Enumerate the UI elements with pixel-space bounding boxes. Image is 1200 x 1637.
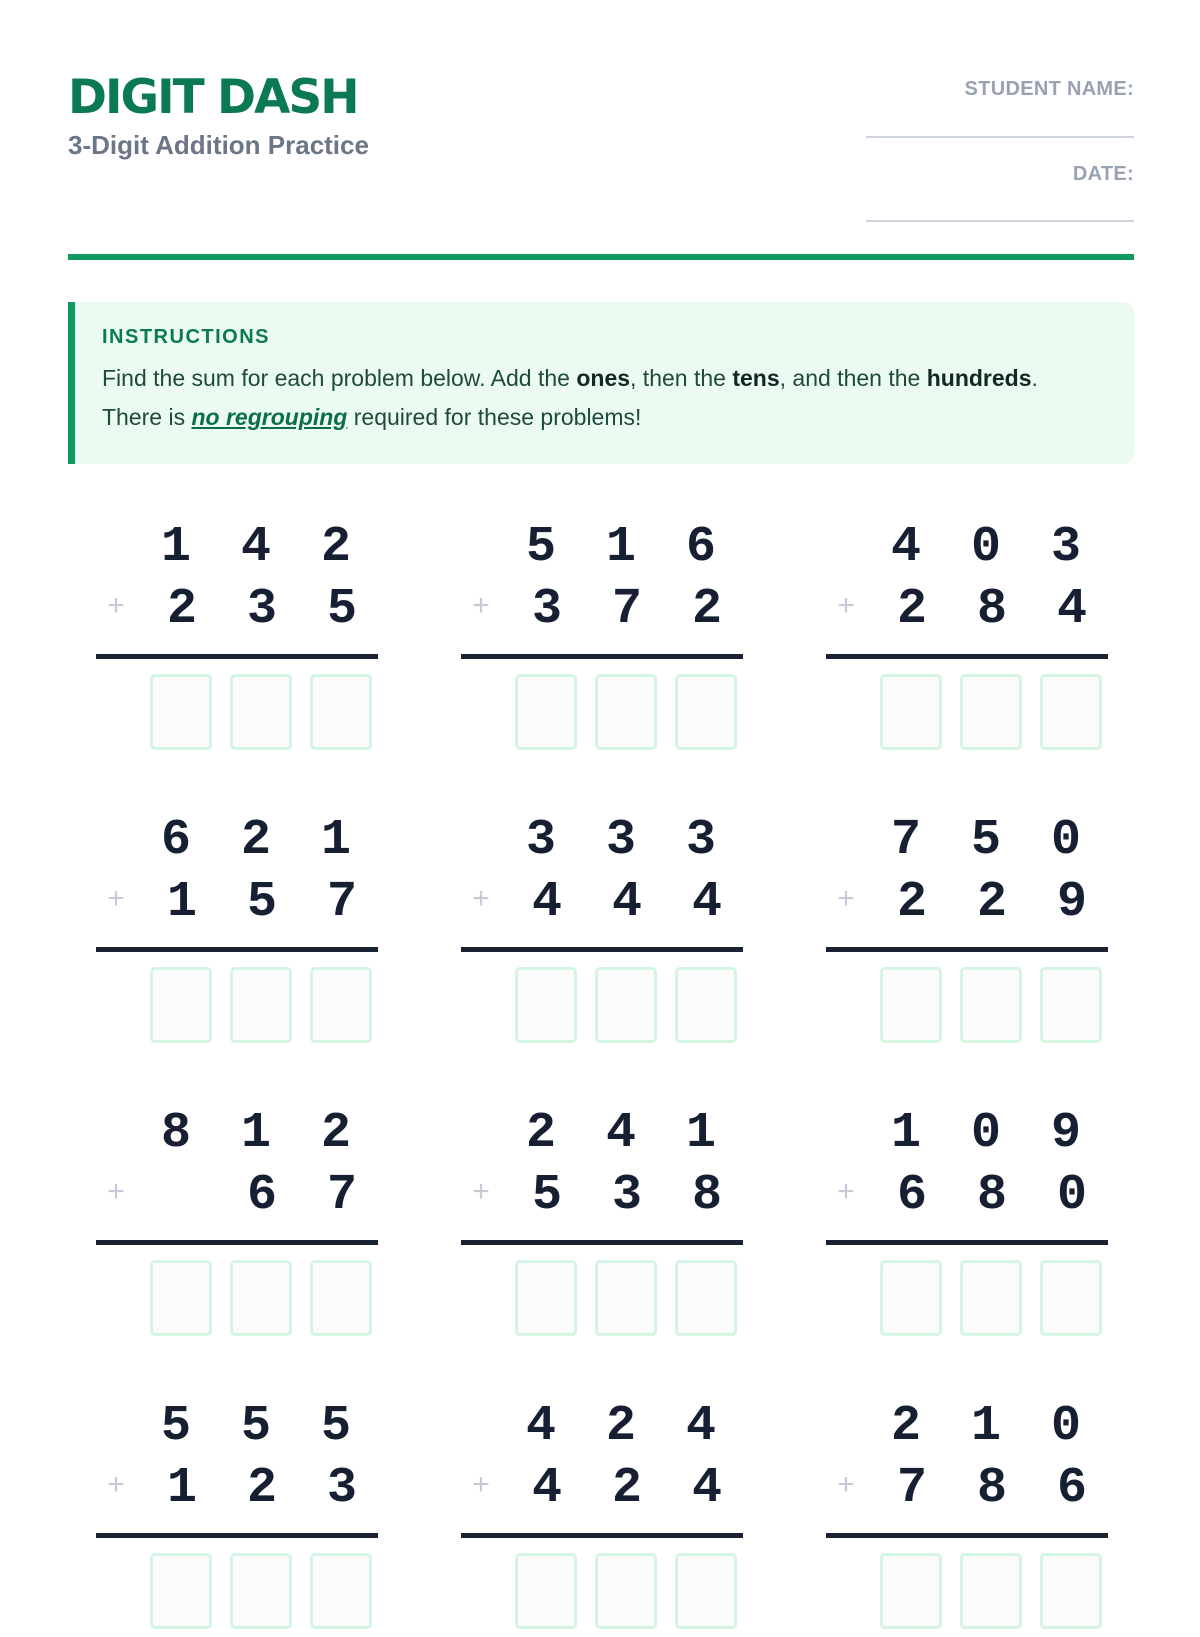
addend-bottom-digit: 2 (691, 581, 722, 638)
addend-top-digit: 0 (1050, 1398, 1081, 1455)
addend-bottom-digit: 6 (1056, 1460, 1087, 1517)
plus-sign: + (472, 1468, 490, 1501)
sum-line (826, 1240, 1108, 1245)
addend-top-digit: 1 (685, 1105, 716, 1162)
student-name-line[interactable] (866, 136, 1134, 138)
addend-bottom-digit: 7 (611, 581, 642, 638)
instructions-text (102, 359, 1094, 437)
addition-problem (461, 801, 743, 1051)
addend-top-digit: 1 (890, 1105, 921, 1162)
answer-box[interactable] (960, 1260, 1022, 1336)
date-line[interactable] (866, 220, 1134, 222)
addition-problem (826, 801, 1108, 1051)
addition-problem (461, 508, 743, 758)
addend-top-digit: 4 (605, 1105, 636, 1162)
addend-top-digit: 3 (1050, 519, 1081, 576)
addition-problem (826, 1094, 1108, 1344)
addend-bottom-digit: 3 (246, 581, 277, 638)
sum-line (461, 654, 743, 659)
addend-bottom-digit: 6 (896, 1167, 927, 1224)
addend-top-digit: 6 (160, 812, 191, 869)
sum-line (96, 654, 378, 659)
addend-top-digit: 3 (685, 812, 716, 869)
addend-top-digit: 0 (970, 1105, 1001, 1162)
answer-box[interactable] (310, 1260, 372, 1336)
answer-box[interactable] (675, 967, 737, 1043)
addend-bottom-digit: 4 (691, 874, 722, 931)
instructions-fragment: , and then the (779, 365, 927, 391)
worksheet-title: DIGIT DASH (68, 70, 358, 125)
answer-box[interactable] (150, 1553, 212, 1629)
addend-bottom-digit: 4 (1056, 581, 1087, 638)
worksheet-header (68, 70, 1134, 260)
addend-bottom-digit: 8 (976, 1460, 1007, 1517)
addend-top-digit: 5 (160, 1398, 191, 1455)
plus-sign: + (837, 1468, 855, 1501)
addend-top-digit: 1 (160, 519, 191, 576)
worksheet-subtitle: 3-Digit Addition Practice (68, 130, 369, 160)
instructions-title: INSTRUCTIONS (102, 326, 270, 348)
addend-top-digit: 2 (240, 812, 271, 869)
addend-bottom-digit: 9 (1056, 874, 1087, 931)
addend-top-digit: 2 (890, 1398, 921, 1455)
sum-line (461, 1533, 743, 1538)
instructions-fragment: . There is (102, 365, 1038, 430)
addend-top-digit: 6 (685, 519, 716, 576)
sum-line (826, 947, 1108, 952)
addend-top-digit: 3 (525, 812, 556, 869)
answer-box[interactable] (515, 1260, 577, 1336)
addend-top-digit: 2 (320, 519, 351, 576)
answer-box[interactable] (1040, 1553, 1102, 1629)
answer-box[interactable] (150, 967, 212, 1043)
addend-top-digit: 5 (320, 1398, 351, 1455)
addend-top-digit: 9 (1050, 1105, 1081, 1162)
addend-top-digit: 8 (160, 1105, 191, 1162)
addend-top-digit: 2 (605, 1398, 636, 1455)
addend-top-digit: 4 (525, 1398, 556, 1455)
sum-line (96, 1240, 378, 1245)
addend-bottom-digit: 7 (896, 1460, 927, 1517)
answer-box[interactable] (230, 674, 292, 750)
addend-top-digit: 1 (240, 1105, 271, 1162)
addend-top-digit: 4 (240, 519, 271, 576)
answer-box[interactable] (960, 1553, 1022, 1629)
addend-bottom-digit: 3 (611, 1167, 642, 1224)
addition-problem (461, 1094, 743, 1344)
addend-bottom-digit: 2 (611, 1460, 642, 1517)
answer-box[interactable] (960, 967, 1022, 1043)
addition-problem (96, 1094, 378, 1344)
answer-box[interactable] (595, 1553, 657, 1629)
addend-bottom-digit: 2 (896, 874, 927, 931)
addend-bottom-digit: 6 (246, 1167, 277, 1224)
header-divider (68, 254, 1134, 260)
answer-box[interactable] (675, 1553, 737, 1629)
plus-sign: + (837, 1175, 855, 1208)
addend-top-digit: 0 (970, 519, 1001, 576)
date-label: DATE: (1072, 163, 1134, 185)
answer-box[interactable] (1040, 674, 1102, 750)
addend-top-digit: 0 (1050, 812, 1081, 869)
instructions-ones: ones (576, 365, 631, 391)
addend-bottom-digit: 4 (691, 1460, 722, 1517)
instructions-fragment: , then the (630, 365, 733, 391)
plus-sign: + (837, 882, 855, 915)
addend-bottom-digit: 3 (326, 1460, 357, 1517)
plus-sign: + (472, 1175, 490, 1208)
plus-sign: + (837, 589, 855, 622)
addend-bottom-digit: 4 (611, 874, 642, 931)
student-name-label: STUDENT NAME: (964, 78, 1134, 100)
addend-bottom-digit: 1 (166, 874, 197, 931)
addend-top-digit: 1 (970, 1398, 1001, 1455)
answer-box[interactable] (880, 967, 942, 1043)
addend-top-digit: 4 (890, 519, 921, 576)
answer-box[interactable] (150, 674, 212, 750)
answer-box[interactable] (515, 1553, 577, 1629)
addend-bottom-digit: 2 (166, 581, 197, 638)
sum-line (461, 1240, 743, 1245)
answer-box[interactable] (310, 1553, 372, 1629)
answer-box[interactable] (310, 967, 372, 1043)
instructions-fragment: required for these problems! (347, 404, 642, 430)
addend-top-digit: 3 (605, 812, 636, 869)
answer-box[interactable] (595, 674, 657, 750)
addend-bottom-digit: 5 (531, 1167, 562, 1224)
instructions-tens: tens (732, 365, 780, 391)
answer-box[interactable] (675, 1260, 737, 1336)
answer-box[interactable] (880, 1260, 942, 1336)
answer-box[interactable] (595, 967, 657, 1043)
sum-line (96, 947, 378, 952)
addend-top-digit: 4 (685, 1398, 716, 1455)
sum-line (826, 1533, 1108, 1538)
plus-sign: + (107, 1468, 125, 1501)
addend-bottom-digit: 7 (326, 1167, 357, 1224)
addend-bottom-digit: 4 (531, 874, 562, 931)
addend-top-digit: 1 (605, 519, 636, 576)
answer-box[interactable] (230, 967, 292, 1043)
answer-box[interactable] (880, 1553, 942, 1629)
answer-box[interactable] (230, 1553, 292, 1629)
answer-box[interactable] (230, 1260, 292, 1336)
answer-box[interactable] (150, 1260, 212, 1336)
answer-box[interactable] (310, 674, 372, 750)
instructions-panel (68, 302, 1134, 464)
addend-bottom-digit: 2 (896, 581, 927, 638)
addend-top-digit: 7 (890, 812, 921, 869)
addend-top-digit: 5 (525, 519, 556, 576)
addend-bottom-digit: 2 (976, 874, 1007, 931)
plus-sign: + (107, 589, 125, 622)
addend-bottom-digit: 3 (531, 581, 562, 638)
addition-problem (96, 801, 378, 1051)
plus-sign: + (472, 882, 490, 915)
sum-line (461, 947, 743, 952)
addend-bottom-digit: 5 (246, 874, 277, 931)
answer-box[interactable] (1040, 967, 1102, 1043)
addend-bottom-digit: 7 (326, 874, 357, 931)
instructions-highlight: no regrouping (191, 404, 348, 430)
addend-bottom-digit: 5 (326, 581, 357, 638)
addend-bottom-digit: 8 (976, 1167, 1007, 1224)
addend-top-digit: 1 (320, 812, 351, 869)
instructions-hundreds: hundreds (926, 365, 1032, 391)
answer-box[interactable] (1040, 1260, 1102, 1336)
answer-box[interactable] (675, 674, 737, 750)
sum-line (96, 1533, 378, 1538)
instructions-fragment: Find the sum for each problem below. Add the (102, 365, 577, 391)
addend-top-digit: 5 (970, 812, 1001, 869)
answer-box[interactable] (515, 674, 577, 750)
addition-problem (96, 508, 378, 758)
answer-box[interactable] (960, 674, 1022, 750)
plus-sign: + (107, 1175, 125, 1208)
addend-bottom-digit: 4 (531, 1460, 562, 1517)
addend-bottom-digit: 8 (976, 581, 1007, 638)
addend-bottom-digit: 1 (166, 1460, 197, 1517)
addend-top-digit: 2 (525, 1105, 556, 1162)
addition-problem (826, 508, 1108, 758)
plus-sign: + (472, 589, 490, 622)
sum-line (826, 654, 1108, 659)
addend-bottom-digit: 8 (691, 1167, 722, 1224)
answer-box[interactable] (515, 967, 577, 1043)
addend-bottom-digit: 0 (1056, 1167, 1087, 1224)
addend-top-digit: 2 (320, 1105, 351, 1162)
addend-top-digit: 5 (240, 1398, 271, 1455)
answer-box[interactable] (880, 674, 942, 750)
addend-bottom-digit: 2 (246, 1460, 277, 1517)
answer-box[interactable] (595, 1260, 657, 1336)
plus-sign: + (107, 882, 125, 915)
